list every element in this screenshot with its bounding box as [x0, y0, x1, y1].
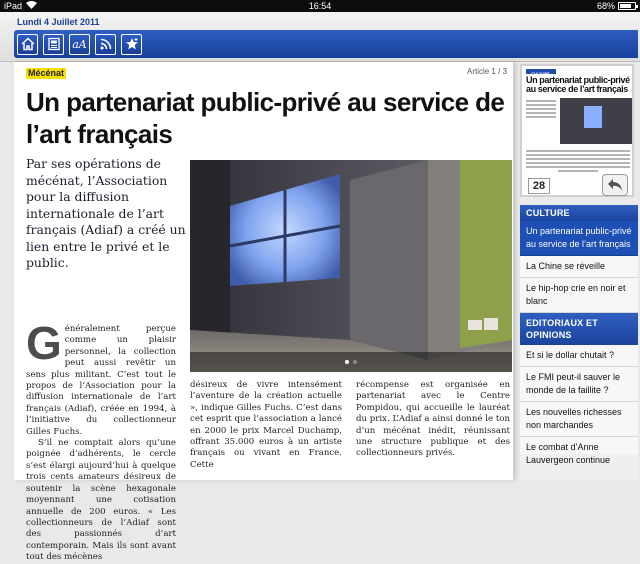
sidebar-item-dollar[interactable]: Et si le dollar chutait ?: [520, 345, 638, 367]
gallery-photo: [190, 160, 512, 372]
battery-percent: 68%: [596, 1, 615, 11]
back-to-page-button[interactable]: [602, 174, 628, 196]
home-icon: [21, 37, 35, 51]
sidebar-item-richesses[interactable]: Les nouvelles richesses non marchandes: [520, 402, 638, 437]
font-size-icon: aA: [72, 37, 87, 51]
column-2-paragraph: désireux de vivre intensément l’aventure de la création actuelle », indique Gilles Fuchs. C’est dans cet esprit que l’association a lancé en 2000 le prix Marcel Duchamp, offrant 35.000 euros à un artiste français ou vivant en France. Cette: [190, 380, 342, 470]
article-counter: Article 1 / 3: [466, 67, 507, 76]
font-size-button[interactable]: [69, 34, 90, 55]
clock: 16:54: [308, 1, 332, 11]
article-kicker: Mécénat: [28, 68, 65, 78]
rss-button[interactable]: [95, 34, 116, 55]
sidebar-item-fmi[interactable]: Le FMI peut-il sauver le monde de la faillite ?: [520, 367, 638, 402]
thumbnail-photo: [560, 98, 632, 144]
sidebar-item-lauvergeon[interactable]: Le combat d’Anne Lauvergeon continue: [520, 437, 638, 454]
page-number: 28: [528, 178, 550, 194]
thumbnail-rubric: CULTURE: [526, 69, 556, 74]
edition-date: Lundi 4 Juillet 2011: [17, 17, 100, 27]
toolbar: [14, 30, 638, 58]
wifi-icon: [26, 1, 37, 11]
article-column-1: [26, 317, 176, 564]
battery-icon: [618, 2, 636, 10]
article-sidebar: [520, 205, 638, 480]
page-thumbnail[interactable]: [520, 64, 634, 197]
article-column-3: [356, 380, 510, 460]
column-3-paragraph: récompense est organisée en partenariat avec le Centre Pompidou, qui accueille le lauréat du prix. L’Adiaf a ainsi donné le ton d’un mécénat inédit, réunissant une structure publique et des collectionneurs privés.: [356, 380, 510, 459]
article-headline: Un partenariat public-privé au service de l’art français: [26, 87, 505, 149]
photo-slideshow[interactable]: [190, 160, 512, 372]
app-header: [0, 12, 640, 62]
section-header-editoriaux[interactable]: EDITORIAUX ET OPINIONS: [520, 313, 638, 345]
device-name: iPad: [4, 1, 23, 11]
status-bar: [0, 0, 640, 12]
home-button[interactable]: [17, 34, 38, 55]
sidebar-item-partenariat[interactable]: Un partenariat public-privé au service de l’art français: [520, 221, 638, 256]
favorites-button[interactable]: [121, 34, 142, 55]
return-arrow-icon: [607, 178, 623, 192]
sidebar-item-hiphop[interactable]: Le hip-hop crie en noir et blanc: [520, 278, 638, 313]
column-1-paragraph-1: énéralement perçue comme un plaisir personnel, la collection peut aussi revêtir un sens plus militant. C’est tout le propos de l’Association pour la diffusion internationale de l’art français (Adiaf), créée en 1994, à l’initiative du collectionneur Gilles Fuchs.: [26, 324, 176, 437]
edition-button[interactable]: [43, 34, 64, 55]
dropcap: G: [26, 317, 62, 369]
article-column-2: [190, 380, 342, 471]
slide-indicator[interactable]: [190, 352, 512, 372]
column-1-paragraph-2: S’il ne comptait alors qu’une poignée d’adhérents, le cercle s’est élargi aujourd’hui à quelque trois cents amateurs désireux de soutenir la scène hexagonale moyennant une cotisation annuelle de 200 euros. « Les collectionneurs de l’Adiaf sont des passionnés d’art contemporain. Mais ils sont avant tout des mécènes: [26, 438, 176, 563]
edition-icon: [47, 37, 61, 51]
article-page[interactable]: [14, 62, 514, 563]
rss-icon: [99, 37, 113, 51]
thumbnail-headline: Un partenariat public-privé au service de l’art français: [526, 75, 630, 94]
favorites-icon: [125, 37, 139, 51]
slide-dot-2[interactable]: [353, 360, 357, 364]
section-header-culture[interactable]: CULTURE: [520, 205, 638, 221]
slide-dot-1[interactable]: [345, 360, 349, 364]
sidebar-item-chine[interactable]: La Chine se réveille: [520, 256, 638, 278]
article-lede: Par ses opérations de mécénat, l’Association pour la diffusion internationale de l’art français (Adiaf) a créé un lien entre le privé et le public.: [26, 156, 186, 270]
